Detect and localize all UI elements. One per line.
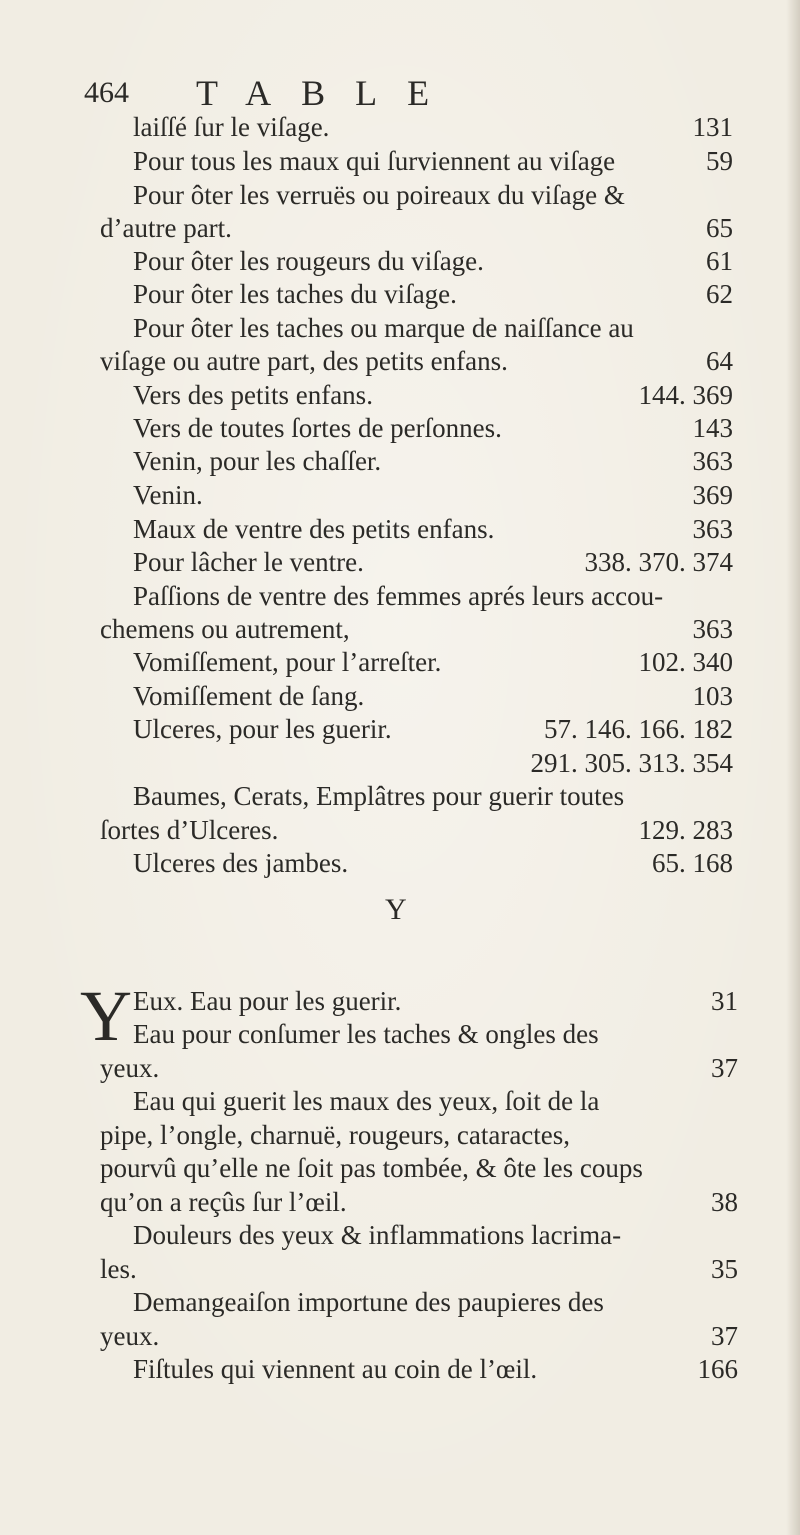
entry-text: Eau qui guerit les maux des yeux, ſoit de la <box>133 1086 600 1116</box>
entry-pages: 291. 305. 313. 354 <box>530 748 733 778</box>
entry-pages: 61 <box>706 246 733 276</box>
entry-text: Pour ôter les rougeurs du viſage. <box>133 246 484 276</box>
entry-text: Vers de toutes ſortes de perſonnes. <box>133 413 502 443</box>
entry-text: Pour lâcher le ventre. <box>133 547 364 577</box>
index-entry <box>133 479 733 511</box>
entry-pages: 103 <box>692 681 733 711</box>
index-entry <box>133 713 733 745</box>
entry-pages: 129. 283 <box>638 815 733 845</box>
entry-pages: 363 <box>692 514 733 544</box>
entry-text: Ulceres, pour les guerir. <box>133 714 392 744</box>
entry-pages: 65. 168 <box>652 848 733 878</box>
section-heading: Y <box>385 893 407 926</box>
entry-text: Venin. <box>133 480 203 510</box>
entry-pages: 166 <box>697 1354 738 1384</box>
page-edge-shadow <box>786 0 800 1535</box>
index-entry <box>133 145 733 177</box>
entry-text: laiſſé ſur le viſage. <box>133 112 330 142</box>
index-entry <box>100 814 733 846</box>
index-entry <box>133 646 733 678</box>
entry-text: viſage ou autre part, des petits enfans. <box>100 346 508 376</box>
index-entry <box>133 312 733 344</box>
entry-pages: 37 <box>711 1053 738 1083</box>
entry-text: Vomiſſement, pour l’arreſter. <box>133 647 442 677</box>
entry-text: Eux. Eau pour les guerir. <box>133 986 402 1016</box>
entry-text: Demangeaiſon importune des paupieres des <box>133 1287 604 1317</box>
index-entry <box>133 179 733 211</box>
entry-text: pipe, l’ongle, charnuë, rougeurs, cataractes, <box>100 1120 571 1150</box>
entry-pages: 144. 369 <box>638 380 733 410</box>
index-entry <box>100 345 733 377</box>
entry-text: Venin, pour les chaſſer. <box>133 446 382 476</box>
entry-pages: 38 <box>711 1187 738 1217</box>
index-entry <box>133 1353 738 1385</box>
drop-cap: Y <box>80 976 132 1056</box>
entry-text: yeux. <box>100 1053 160 1083</box>
entry-pages: 143 <box>692 413 733 443</box>
page-number: 464 <box>84 76 129 109</box>
entry-text: Vomiſſement de ſang. <box>133 681 365 711</box>
entry-text: d’autre part. <box>100 213 232 243</box>
index-entry <box>100 1119 738 1151</box>
index-entry <box>133 1219 738 1251</box>
entry-text: Fiſtules qui viennent au coin de l’œil. <box>133 1354 538 1384</box>
entry-text: ſortes d’Ulceres. <box>100 815 279 845</box>
entry-text: Douleurs des yeux & inflammations lacrima- <box>133 1220 622 1250</box>
index-entry <box>100 1152 738 1184</box>
index-entry <box>133 580 733 612</box>
entry-text: les. <box>100 1254 137 1284</box>
index-entry <box>100 1320 738 1352</box>
index-entry <box>133 985 738 1017</box>
index-entry <box>133 379 733 411</box>
index-entry <box>133 445 733 477</box>
entry-pages: 363 <box>692 614 733 644</box>
index-entry <box>133 546 733 578</box>
entry-pages: 131 <box>692 112 733 142</box>
entry-text: pourvû qu’elle ne ſoit pas tombée, & ôte les coups <box>100 1153 643 1183</box>
index-entry <box>133 245 733 277</box>
index-entry <box>133 1018 738 1050</box>
entry-text: Pour ôter les verruës ou poireaux du viſage & <box>133 180 625 210</box>
index-entry <box>100 613 733 645</box>
entry-text: Pour tous les maux qui ſurviennent au viſage <box>133 146 616 176</box>
entry-pages: 62 <box>706 279 733 309</box>
entry-pages: 37 <box>711 1321 738 1351</box>
entry-text: Vers des petits enfans. <box>133 380 373 410</box>
entry-pages: 102. 340 <box>638 647 733 677</box>
running-title: TABLE <box>196 73 460 113</box>
index-entry <box>100 1253 738 1285</box>
entry-text: Eau pour conſumer les taches & ongles des <box>133 1019 599 1049</box>
entry-text: Baumes, Cerats, Emplâtres pour guerir toutes <box>133 781 625 811</box>
index-entry <box>133 1085 738 1117</box>
entry-text: Paſſions de ventre des femmes aprés leurs accou- <box>133 581 664 611</box>
index-entry <box>133 847 733 879</box>
entry-pages: 59 <box>706 146 733 176</box>
index-entry <box>133 412 733 444</box>
index-entry <box>133 278 733 310</box>
entry-pages: 64 <box>706 346 733 376</box>
entry-text: Maux de ventre des petits enfans. <box>133 514 495 544</box>
entry-pages: 35 <box>711 1254 738 1284</box>
index-entry <box>133 111 733 143</box>
entry-pages: 65 <box>706 213 733 243</box>
entry-text: Pour ôter les taches du viſage. <box>133 279 457 309</box>
index-entry <box>100 212 733 244</box>
entry-text: chemens ou autrement, <box>100 614 350 644</box>
entry-text: Ulceres des jambes. <box>133 848 349 878</box>
index-entry <box>100 1052 738 1084</box>
entry-pages: 338. 370. 374 <box>584 547 733 577</box>
entry-text: Pour ôter les taches ou marque de naiſſance au <box>133 313 634 343</box>
entry-pages: 57. 146. 166. 182 <box>544 714 733 744</box>
index-entry <box>133 513 733 545</box>
entry-text: yeux. <box>100 1321 160 1351</box>
index-entry <box>100 1186 738 1218</box>
entry-pages: 31 <box>711 986 738 1016</box>
index-entry <box>133 780 733 812</box>
index-entry <box>133 1286 738 1318</box>
index-entry <box>133 680 733 712</box>
entry-pages: 363 <box>692 446 733 476</box>
entry-pages: 369 <box>692 480 733 510</box>
entry-text: qu’on a reçûs ſur l’œil. <box>100 1187 347 1217</box>
